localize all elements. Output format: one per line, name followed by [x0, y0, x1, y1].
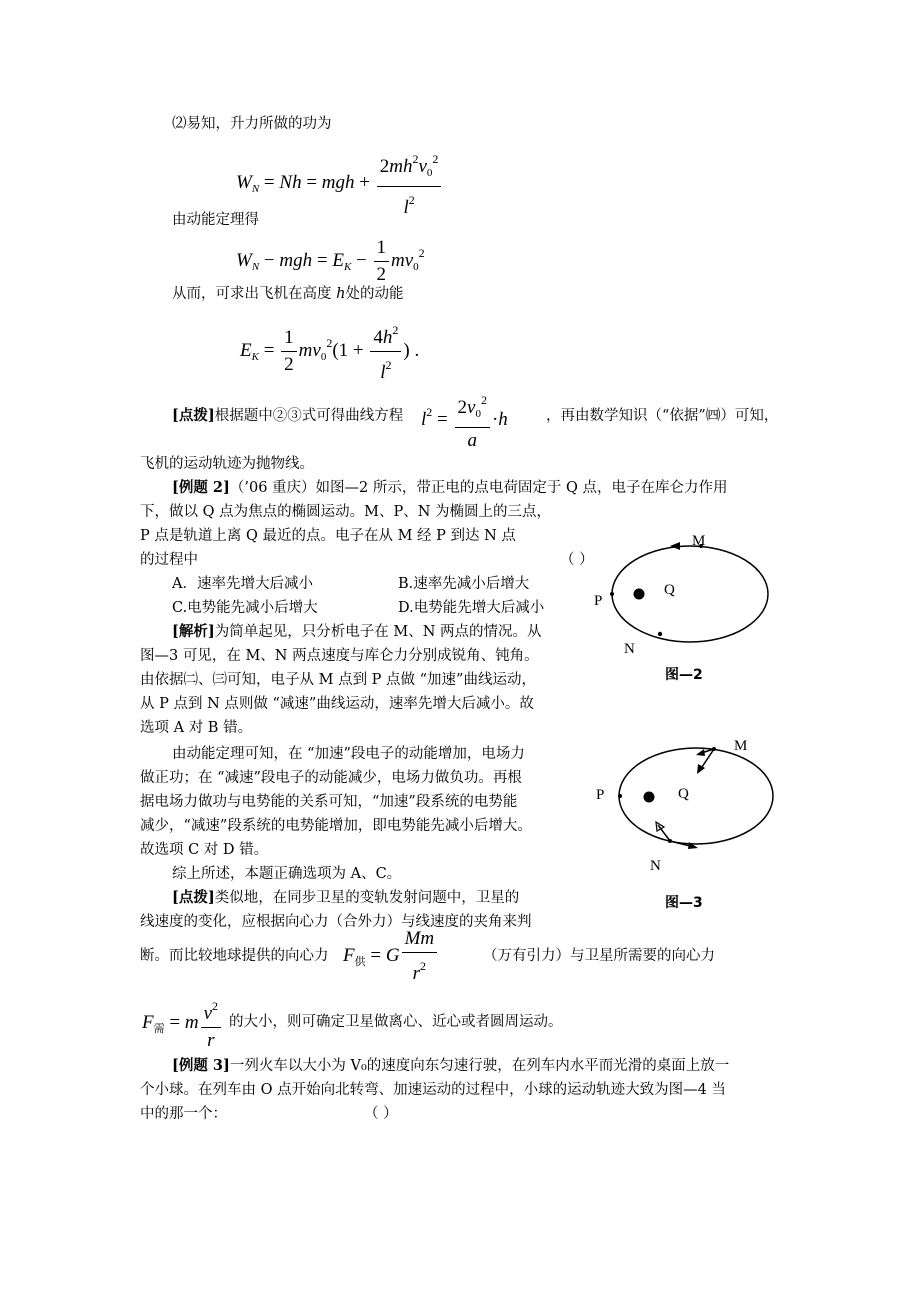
text-line: 个小球。在列车由 O 点开始向北转弯、加速运动的过程中，小球的运动轨迹大致为图—4 当 [140, 1082, 726, 1098]
figure-2-caption: 图—2 [665, 667, 703, 683]
label-p: P [594, 593, 603, 609]
point-m [712, 747, 716, 751]
text-line: 中的那一个： [140, 1106, 227, 1122]
text-line: ，再由数学知识（“依据”㈣）可知， [546, 408, 779, 424]
text-line: 的过程中 [140, 552, 198, 568]
text-line: 由动能定理可知，在 “加速”段电子的动能增加，电场力 [172, 746, 525, 762]
text-line: 故选项 C 对 D 错。 [140, 842, 269, 858]
text-line: 据电场力做功与电势能的关系可知，“加速”段系统的电势能 [140, 794, 518, 810]
answer-blank: （ ） [364, 1106, 398, 1122]
equation-work-lift: $W_N = Nh$ = mgh + $\frac{2mh^2v_0^2}{l^2}$ [236, 147, 443, 220]
charge-q [644, 792, 655, 803]
text-line: （万有引力）与卫星所需要的向心力 [483, 948, 715, 964]
label-q: Q [678, 786, 689, 802]
text-line: 从 P 点到 N 点则做 “减速”曲线运动，速率先增大后减小。故 [140, 696, 534, 712]
option-c: C.电势能先减小后增大 [172, 600, 318, 616]
charge-q [634, 589, 645, 600]
answer-blank: （ ） [560, 552, 594, 568]
label-q: Q [664, 582, 675, 598]
velocity-arrow-icon [688, 842, 698, 849]
option-b: B.速率先减小后增大 [398, 576, 530, 592]
velocity-arrow-icon [670, 542, 680, 550]
equation-kinetic-theorem: $W_N$ − mgh = $E_K$ − $\frac{1}{2}$ $mv_0^2$ [236, 237, 425, 285]
text-line: 图—3 可见，在 M、N 两点速度与库仑力分别成锐角、钝角。 [140, 648, 539, 664]
summary-line: 综上所述，本题正确选项为 A、C。 [172, 866, 402, 882]
dianbo-paragraph: [点拨]类似地，在同步卫星的变轨发射问题中，卫星的 [172, 889, 520, 906]
label-m: M [692, 533, 706, 549]
text-line: 选项 A 对 B 错。 [140, 720, 253, 736]
analysis-paragraph: [解析]为简单起见，只分析电子在 M、N 两点的情况。从 [172, 623, 542, 640]
figure-2-ellipse-diagram [588, 528, 788, 658]
example-3-heading: [例题 3]一列火车以大小为 V₀的速度向东匀速行驶，在列车内水平而光滑的桌面上放一 [172, 1057, 730, 1074]
text-line: 减少，“减速”段系统的电势能增加，即电势能先减小后增大。 [140, 818, 532, 834]
label-p: P [596, 787, 605, 803]
equation-kinetic-energy: $E_K$ = $\frac{1}{2}$ $mv_0^2(1$ + $\frac{4h^2}{l^2}$ ) . [240, 318, 419, 385]
text-line: 断。而比较地球提供的向心力 [140, 948, 329, 964]
point-p [618, 794, 622, 798]
text-line: P 点是轨道上离 Q 最近的点。电子在从 M 经 P 到达 N 点 [140, 528, 516, 544]
label-n: N [624, 641, 635, 657]
text-line: 的大小，则可确定卫星做离心、近心或者圆周运动。 [229, 1014, 563, 1030]
figure-3-caption: 图—3 [665, 895, 703, 911]
equation-centripetal: $F_需 = m$ $\frac{v^2}{r}$ [142, 994, 223, 1053]
option-a: A．速率先增大后减小 [172, 576, 313, 592]
orbit-ellipse [619, 748, 773, 844]
text-line: 从而，可求出飞机在高度 h处的动能 [172, 286, 404, 302]
text-line: 飞机的运动轨迹为抛物线。 [140, 456, 314, 472]
equation-gravity: $F_供 = G$ $\frac{Mm}{r^2}$ [343, 927, 439, 986]
equation-curve: $l^2$ = $\frac{2v_0^2}{a}$ ·h [421, 388, 508, 453]
text-line: 由依据㈡、㈢可知，电子从 M 点到 P 点做 “加速”曲线运动， [140, 672, 536, 688]
velocity-arrow-icon [696, 749, 705, 756]
text-line: 做正功；在 “减速”段电子的动能减少，电场力做负功。再根 [140, 770, 522, 786]
text-line: 下，做以 Q 点为焦点的椭圆运动。M、P、N 为椭圆上的三点， [140, 504, 552, 520]
point-n [668, 839, 672, 843]
text-line: ⑵易知，升力所做的功为 [172, 116, 332, 132]
figure-3-ellipse-diagram [588, 730, 788, 880]
point-p [610, 592, 614, 596]
example-2-heading: [例题 2]（’06 重庆）如图—2 所示，带正电的点电荷固定于 Q 点，电子在库仑力作用 [172, 479, 728, 496]
label-m: M [734, 738, 748, 754]
option-d: D.电势能先增大后减小 [398, 600, 545, 616]
point-n [658, 632, 662, 636]
text-line: 由动能定理得 [172, 212, 259, 228]
dianbo-paragraph: [点拨]根据题中②③式可得曲线方程 [172, 407, 404, 424]
text-line: 线速度的变化，应根据向心力（合外力）与线速度的夹角来判 [140, 914, 532, 930]
label-n: N [650, 858, 661, 874]
